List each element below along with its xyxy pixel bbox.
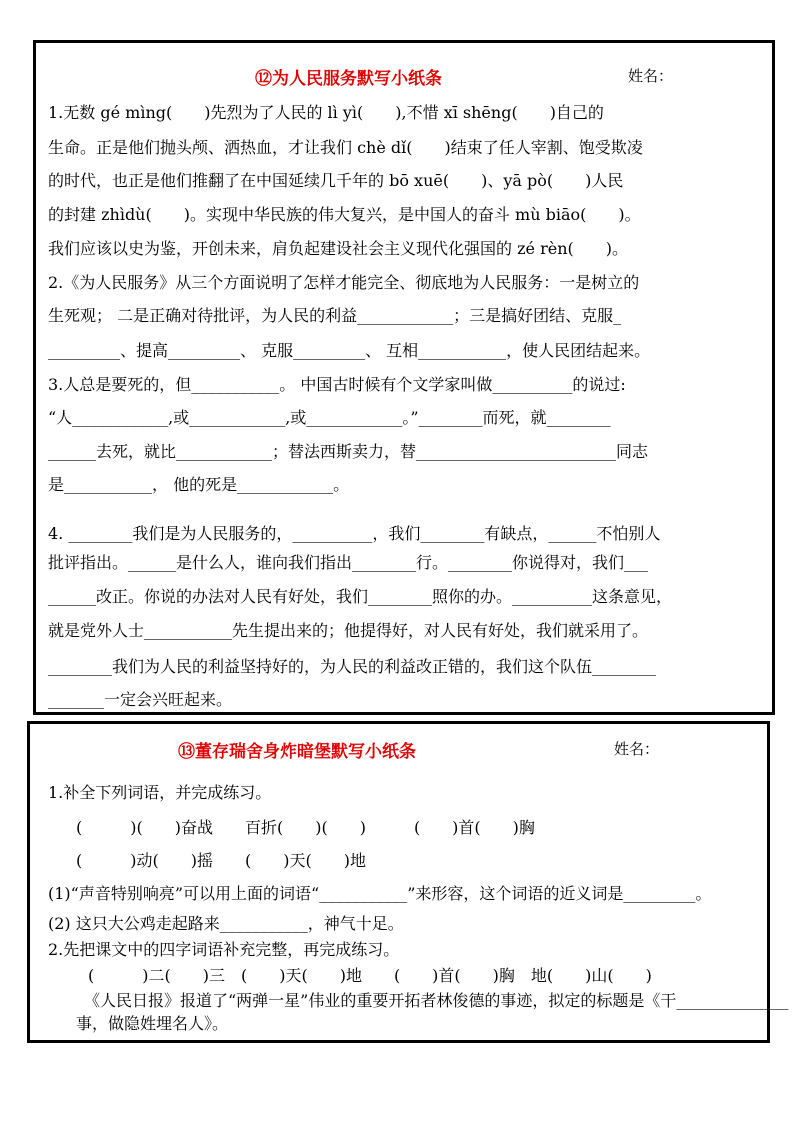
section-13-line-4: (1)“声音特别响亮”可以用上面的词语“___________”来形容，这个词语的近义词是_________。 [48,884,712,903]
section-13-line-7: ( )二( )三 ( )天( )地 ( )首( )胸 地( )山( ) [56,966,652,985]
section-12-name-label: 姓名： [628,67,674,85]
section-12-line-6: 2.《为人民服务》从三个方面说明了怎样才能完全、彻底地为人民服务：一是树立的 [48,273,640,292]
section-12-line-16: 就是党外人士___________先生提出来的；他提得好，对人民有好处，我们就采用了。 [48,621,649,640]
section-13-line-1: 1.补全下列词语，并完成练习。 [48,783,272,802]
section-12-line-3: 的时代，也正是他们推翻了在中国延续几千年的 bō xuē( )、yā pò( )人民 [48,171,624,190]
section-12-line-8: _________、提高_________、 克服_________、 互相___________，使人民团结起来。 [48,341,651,360]
section-12-line-17: ________我们为人民的利益坚持好的，为人民的利益改正错的，我们这个队伍________ [48,657,657,676]
section-13-line-3: ( )动( )摇 ( )天( )地 [60,851,366,870]
section-13-name-label: 姓名： [614,740,660,758]
section-12-line-1: 1.无数 gé mìng( )先烈为了人民的 lì yì( ),不惜 xī shēng( )自己的 [48,103,604,122]
section-12-line-4: 的封建 zhìdù( )。实现中华民族的伟大复兴，是中国人的奋斗 mù biāo( )。 [48,205,641,224]
section-13-line-6: 2.先把课文中的四字词语补充完整，再完成练习。 [48,940,400,959]
section-12-line-12: 是___________， 他的死是____________。 [48,475,350,494]
section-12-line-9: 3.人总是要死的，但___________。 中国古时候有个文学家叫做__________的说过: [48,375,626,394]
section-12-line-13: 4. ________我们是为人民服务的，__________，我们________有缺点，______不怕别人 [48,524,661,543]
section-13-line-9: 事，做隐姓埋名人》。 [76,1014,229,1033]
section-12-line-14: 批评指出。______是什么人，谁向我们指出________行。________你说得对，我们___ [48,553,649,572]
section-13-line-8: 《人民日报》报道了“两弹一星”伟业的重要开拓者林俊德的事迹，拟定的标题是《干______________ [60,991,789,1010]
section-12-line-18: _______一定会兴旺起来。 [48,690,233,709]
section-13-line-5: (2) 这只大公鸡走起路来___________，神气十足。 [48,914,404,933]
section-12-line-7: 生死观； 二是正确对待批评，为人民的利益____________；三是搞好团结、克服_ [48,306,622,325]
section-12-title: ⑫为人民服务默写小纸条 [255,69,442,89]
section-12-line-10: “人____________,或____________,或____________。”________而死，就________ [48,408,611,427]
section-13-title: ⑬董存瑞舍身炸暗堡默写小纸条 [178,742,416,762]
section-12-line-5: 我们应该以史为鉴，开创未来，肩负起建设社会主义现代化强国的 zé rèn( )。 [48,239,628,258]
section-13-line-2: ( )( )奋战 百折( )( ) ( )首( )胸 [60,818,535,837]
section-12-line-2: 生命。正是他们抛头颅、洒热血，才让我们 chè dǐ( )结束了任人宰割、饱受欺凌 [48,138,643,157]
section-12-line-15: ______改正。你说的办法对人民有好处，我们________照你的办。__________这条意见， [48,587,673,606]
section-12-line-11: ______去死，就比____________；替法西斯卖力，替_________________________同志 [48,442,649,461]
